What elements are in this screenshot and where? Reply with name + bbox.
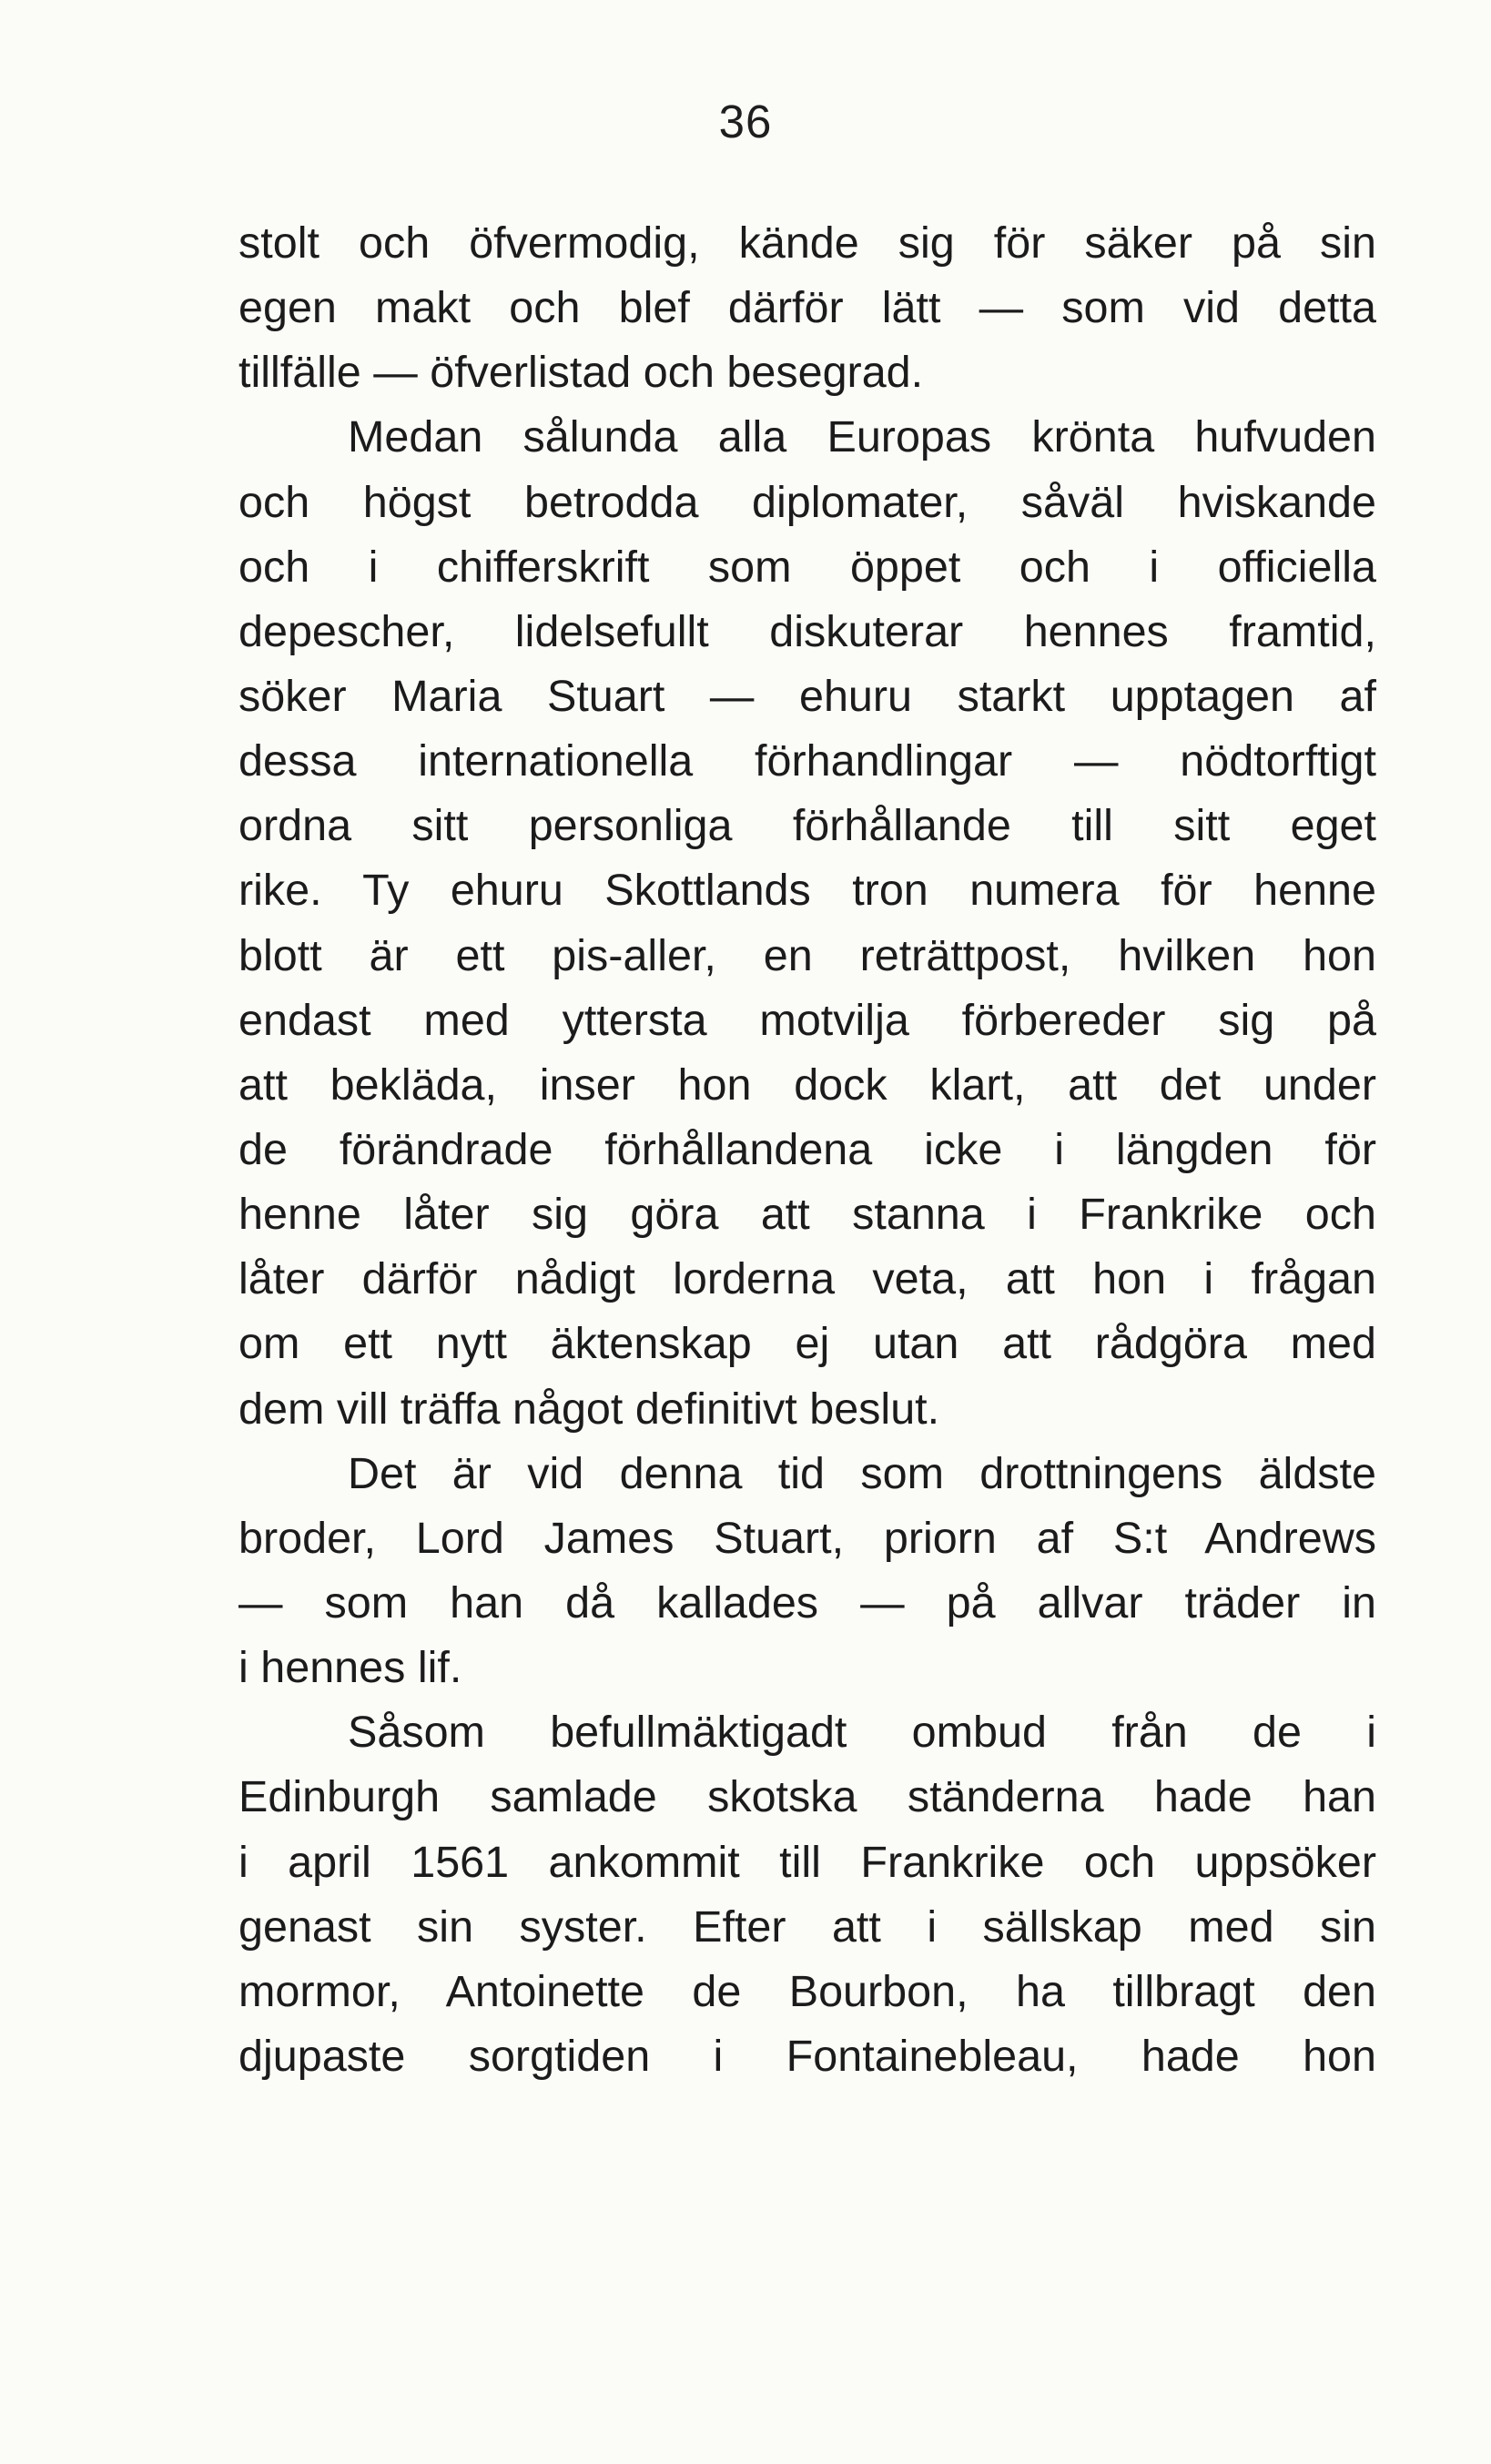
text-line: genast sin syster. Efter att i sällskap med sin	[238, 1901, 1376, 1952]
text-line: och högst betrodda diplomater, såväl hviskande	[238, 477, 1376, 527]
text-line: i hennes lif.	[238, 1643, 462, 1693]
text-line: djupaste sorgtiden i Fontainebleau, hade hon	[238, 2031, 1376, 2081]
text-line: att bekläda, inser hon dock klart, att det under	[238, 1060, 1376, 1110]
text-line: tillfälle — öfverlistad och besegrad.	[238, 348, 924, 398]
text-line: rike. Ty ehuru Skottlands tron numera för henne	[238, 866, 1376, 916]
text-line: om ett nytt äktenskap ej utan att rådgöra med	[238, 1319, 1376, 1369]
text-line: i april 1561 ankommit till Frankrike och uppsöker	[238, 1837, 1376, 1887]
text-line: stolt och öfvermodig, kände sig för säker på sin	[238, 218, 1376, 268]
text-line: dem vill träffa något definitivt beslut.	[238, 1384, 940, 1434]
text-line: dessa internationella förhandlingar — nödtorftigt	[238, 736, 1376, 786]
paragraph-first-line: Det är vid denna tid som drottningens äldste	[348, 1448, 1376, 1498]
body-text	[238, 211, 1376, 2089]
text-line: egen makt och blef därför lätt — som vid detta	[238, 283, 1376, 333]
paragraph-first-line: Såsom befullmäktigadt ombud från de i	[348, 1708, 1376, 1758]
text-line: henne låter sig göra att stanna i Frankrike och	[238, 1190, 1376, 1240]
text-line: depescher, lidelsefullt diskuterar hennes framtid,	[238, 606, 1376, 656]
text-line: — som han då kallades — på allvar träder in	[238, 1577, 1376, 1627]
text-line: broder, Lord James Stuart, priorn af S:t Andrews	[238, 1513, 1376, 1563]
text-line: mormor, Antoinette de Bourbon, ha tillbragt den	[238, 1966, 1376, 2016]
page-number: 36	[718, 96, 773, 147]
text-line: blott är ett pis-aller, en reträttpost, hvilken hon	[238, 930, 1376, 980]
text-line: endast med yttersta motvilja förbereder sig på	[238, 995, 1376, 1045]
text-line: söker Maria Stuart — ehuru starkt upptagen af	[238, 671, 1376, 721]
text-line: ordna sitt personliga förhållande till sitt eget	[238, 801, 1376, 851]
text-line: Edinburgh samlade skotska ständerna hade han	[238, 1772, 1376, 1822]
text-line: de förändrade förhållandena icke i längden för	[238, 1124, 1376, 1174]
paragraph-first-line: Medan sålunda alla Europas krönta hufvuden	[348, 412, 1376, 462]
text-line: och i chifferskrift som öppet och i officiella	[238, 542, 1376, 592]
text-line: låter därför nådigt lorderna veta, att hon i frågan	[238, 1254, 1376, 1304]
